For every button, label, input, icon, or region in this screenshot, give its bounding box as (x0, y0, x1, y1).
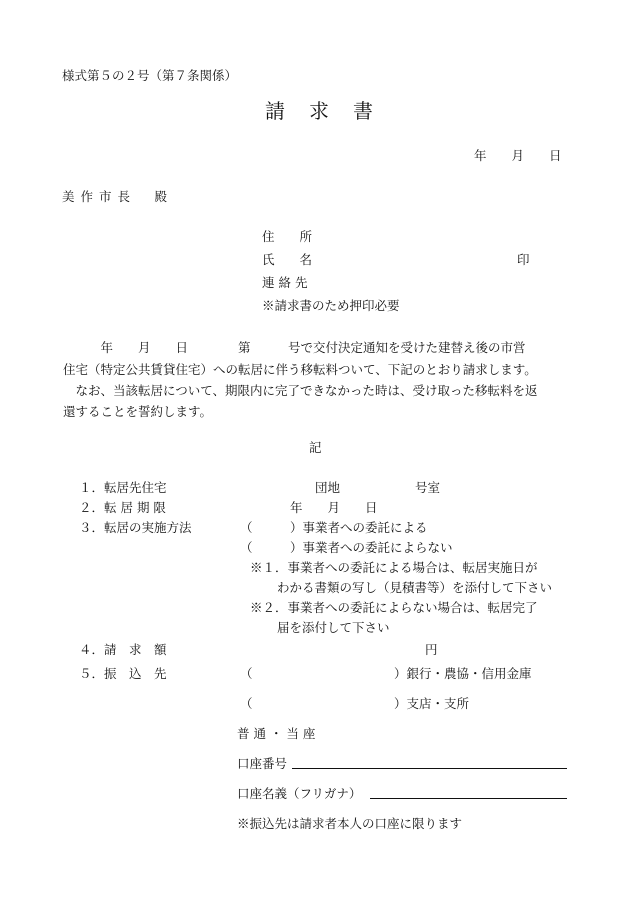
bank-name-open-paren: （ (240, 666, 253, 681)
account-number-label: 口座番号 (237, 756, 288, 771)
account-holder-label: 口座名義（フリガナ） (237, 786, 362, 801)
seal-mark: 印 (517, 252, 530, 267)
item-1-label: １．転居先住宅 (79, 480, 167, 495)
date-line: 年 月 日 (474, 148, 562, 163)
item-3-note-1-line-1: ※１．事業者への委託による場合は、転居実施日が (250, 560, 538, 575)
addressee: 美作市長 殿 (62, 189, 174, 204)
item-4-label: ４．請 求 額 (79, 642, 167, 657)
item-3-note-1-line-2: わかる書類の写し（見積書等）を添付して下さい (277, 580, 553, 595)
item-3-option-2: （ ）事業者への委託によらない (240, 540, 453, 555)
item-3-label: ３．転居の実施方法 (79, 520, 192, 535)
address-label: 住 所 (262, 229, 313, 244)
form-number-label: 様式第５の２号（第７条関係） (62, 68, 238, 83)
item-3-note-2-line-1: ※２．事業者への委託によらない場合は、転居完了 (250, 600, 538, 615)
branch-name-open-paren: （ (240, 696, 253, 711)
item-1-value: 団地 号室 (315, 480, 441, 495)
transfer-note: ※振込先は請求者本人の口座に限ります (237, 816, 463, 831)
body-paragraph-2-line-2: 還することを誓約します。 (63, 404, 213, 419)
item-3-note-2-line-2: 届を添付して下さい (277, 620, 390, 635)
body-paragraph-1-line-2: 住宅（特定公共賃貸住宅）への転居に伴う移転料ついて、下記のとおり請求します。 (63, 362, 537, 377)
branch-type-options: ）支店・支所 (394, 696, 470, 711)
item-2-value: 年 月 日 (290, 500, 378, 515)
body-paragraph-2-line-1: なお、当該転居について、期限内に完了できなかった時は、受け取った移転料を返 (63, 383, 538, 398)
bank-type-options: ）銀行・農協・信用金庫 (394, 666, 532, 681)
item-4-value: 円 (425, 642, 438, 657)
seal-required-note: ※請求書のため押印必要 (262, 298, 400, 313)
item-2-label: ２．転 居 期 限 (79, 500, 166, 515)
account-holder-underline (370, 798, 567, 799)
ki-heading: 記 (309, 440, 322, 455)
item-5-label: ５．振 込 先 (79, 666, 167, 681)
name-label: 氏 名 (262, 252, 313, 267)
document-title: 請求書 (265, 99, 397, 123)
account-type: 普 通 ・ 当 座 (237, 726, 316, 741)
account-number-underline (292, 768, 567, 769)
contact-label: 連 絡 先 (262, 275, 308, 290)
body-paragraph-1-line-1: 年 月 日 第 号で交付決定通知を受けた建替え後の市営 (63, 340, 526, 355)
item-3-option-1: （ ）事業者への委託による (240, 520, 428, 535)
